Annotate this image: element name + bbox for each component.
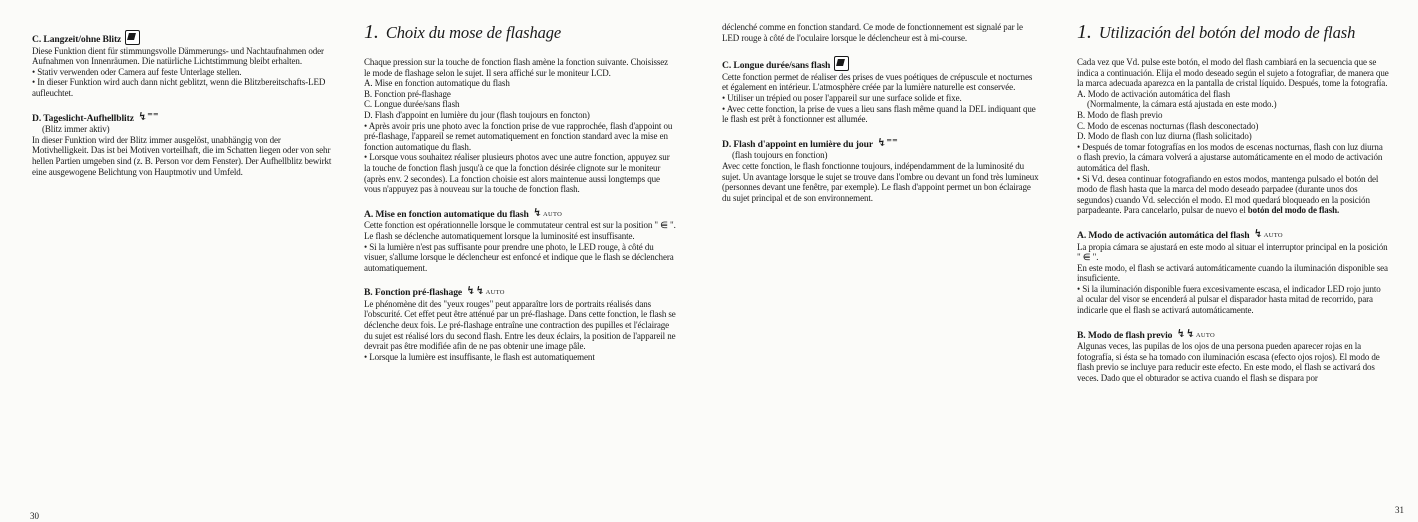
column-french-2 — [722, 22, 1040, 203]
bullet: • Si la iluminación disponible fuera excesivamente escasa, el indicador LED rojo junto al ocular del visor se encenderá al pulsar el disparador hasta mitad de recorrido, para indicarle que el flash se activará automáticamente. — [1077, 283, 1381, 316]
section-title-fr-b: B. Fonction pré-flashage ↯↯AUTO — [364, 285, 505, 299]
paragraph: Avec cette fonction, le flash fonctionne toujours, indépendamment de la luminosité du sujet. Un avantage lorsque le sujet se trouve dans l'ombre ou devant un fond très lumineux (personnes devant une fenêtre, par exemple). Le flash d'appoint permet un bon éclairage du sujet principal et de son environnement. — [722, 160, 1039, 203]
list-item: A. Modo de activación automática del flash — [1077, 88, 1230, 99]
paragraph: La propia cámara se ajustará en este modo al situar el interruptor principal en la posición " ⋹ ". — [1077, 241, 1388, 263]
paragraph: Algunas veces, las pupilas de los ojos de una persona pueden aparecer rojas en la fotografía, si ésta se ha tomado con iluminación escasa (efecto ojos rojos). El modo de flash previo se incluye para reducir este efecto. En este modo, el flash se activará dos veces. Dado que el obturador se activa cuando el flash se dispara por — [1077, 341, 1380, 384]
paragraph: déclenché comme en fonction standard. Ce mode de fonctionnement est signalé par le LED rouge à côté de l'oculaire lorsque le déclencheur est à mi-course. — [722, 22, 1023, 43]
paragraph: Chaque pression sur la touche de fonction flash amène la fonction suivante. Choisissez le mode de flashage selon le sujet. Il sera affiché sur le moniteur LCD. — [364, 57, 669, 78]
list-item: C. Modo de escenas nocturnas (flash desconectado) — [1077, 120, 1259, 131]
section-title-fr-a: A. Mise en fonction automatique du flash ↯AUTO — [364, 206, 563, 220]
night-flash-off-icon — [125, 30, 140, 45]
bullet: • Utiliser un trépied ou poser l'appareil sur une surface solide et fixe. — [722, 92, 962, 103]
auto-flash-icon: ↯AUTO — [532, 206, 563, 219]
night-flash-off-icon — [834, 56, 849, 71]
subtitle: (Blitz immer aktiv) — [42, 124, 110, 135]
fill-flash-icon: ↯⁼⁼ — [876, 136, 898, 149]
bullet: • Avec cette fonction, la prise de vues a lieu sans flash même quand la DEL indiquant que le flash est prêt à fonctionner est allumée. — [722, 103, 1036, 125]
preflash-icon: ↯↯AUTO — [1176, 327, 1215, 340]
section-title-es-a: A. Modo de activación automática del flash ↯AUTO — [1077, 227, 1283, 241]
column-spanish — [1077, 22, 1389, 384]
list-item: D. Modo de flash con luz diurna (flash solicitado) — [1077, 131, 1252, 142]
list-note: (Normalmente, la cámara está ajustada en este modo.) — [1087, 99, 1277, 110]
list-item: A. Mise en fonction automatique du flash — [364, 78, 510, 89]
bullet: • Lorsque la lumière est insuffisante, le flash est automatiquement — [364, 351, 595, 362]
subtitle: (flash toujours en fonction) — [732, 150, 828, 161]
column-german — [32, 30, 332, 177]
bullet: • Después de tomar fotografías en los modos de escenas nocturnas, flash con luz diurna o flash previo, la cámara volverá a ajustarse automáticamente en el modo de activación automática del flash. — [1077, 141, 1383, 173]
column-french-1 — [364, 22, 676, 362]
page-number-left: 30 — [30, 511, 39, 521]
list-item: D. Flash d'appoint en lumière du jour (flash toujours en foncton) — [364, 109, 590, 120]
bullet: • Si la lumière n'est pas suffisante pour prendre une photo, le LED rouge, à côté du visuer, s'allume lorsque le déclencheur est enfoncé et indique que le flash se déclenchera automatiquement. — [364, 241, 674, 273]
preflash-icon: ↯↯AUTO — [466, 285, 505, 298]
paragraph: Cada vez que Vd. pulse este botón, el modo del flash cambiará en la secuencia que se indica a continuación. Elija el modo deseado según el sujeto a fotografiar, de manera que la marca adecuada aparezca en la pantalla de cristal líquido. Después, tome la fotografía. — [1077, 57, 1389, 89]
list-item: B. Modo de flash previo — [1077, 109, 1163, 120]
paragraph: Le flash se déclenche automatiquement lorsque la luminosité est insuffisante. — [364, 230, 635, 241]
section-title-fr-d: D. Flash d'appoint en lumière du jour ↯⁼⁼ — [722, 136, 898, 150]
section-title-de-c: C. Langzeit/ohne Blitz — [32, 30, 332, 46]
bullet: • Si Vd. desea continuar fotografiando en estos modos, mantenga pulsado el botón del modo de flash hasta que la marca del modo deseado parpadee (durante unos dos segundos) cuando Vd. selección el modo. El mod quedará bloqueado en la posición parpadeante. Para cancelarlo, pulsar de nuevo el botón del modo de flash. — [1077, 173, 1379, 216]
page-title-es: 1. Utilización del botón del modo de flash — [1077, 21, 1356, 43]
section-title-fr-c: C. Longue durée/sans flash — [722, 56, 1040, 72]
bullet: • Stativ verwenden oder Camera auf feste Unterlage stellen. — [32, 66, 242, 77]
paragraph: Cette fonction permet de réaliser des prises de vues poétiques de crépuscule et nocturnes et également en intérieur. L'atmosphère créée par la lumière naturelle est conservée. — [722, 71, 1033, 93]
bullet: • Lorsque vous souhaitez réaliser plusieurs photos avec une autre fonction, appuyez sur la touche de fonction flash jusqu'à ce que la fonction désirée clignote sur le moniteur (après env. 2 secondes). La fonction choisie est alors maintenue aussi longtemps que vous n'appuyez pas à nouveau sur la touche de fonction flash. — [364, 152, 670, 195]
paragraph: In dieser Funktion wird der Blitz immer ausgelöst, unabhängig von der Motivhelligkeit. Das ist bei Motiven vorteilhaft, die im Schatten liegen oder von sehr hellen Partien umgeben sind (z. B. Person vor dem Fenster). Der Aufhellblitz bewirkt eine ausgewogene Belichtung von Hauptmotiv und Umfeld. — [32, 134, 332, 177]
paragraph: En este modo, el flash se activará automáticamente cuando la iluminación disponible sea insuficiente. — [1077, 262, 1388, 284]
auto-flash-icon: ↯AUTO — [1253, 227, 1283, 240]
page-title-fr: 1. Choix du mose de flashage — [364, 21, 562, 43]
list-item: B. Fonction pré-flashage — [364, 88, 451, 99]
section-title-es-b: B. Modo de flash previo ↯↯AUTO — [1077, 327, 1215, 341]
bullet: • Après avoir pris une photo avec la fonction prise de vue rapprochée, flash d'appoint ou pré-flashage, l'appareil se remet automatiquement en fonction standard avec la mise en fonction automatique du flash. — [364, 120, 673, 152]
section-title-de-d: D. Tageslicht-Aufhellblitz ↯⁼⁼ — [32, 110, 159, 124]
paragraph: Le phénomène dit des "yeux rouges" peut apparaître lors de portraits réalisés dans l'obscurité. Cet effet peut être atténué par un pré-flashage. Dans cette fonction, le flash se déclenche deux fois. Le pré-flashage entraîne une contraction des pupilles et l'éclairage du sujet est réalisé lors du second flash. Entre les deux éclairs, la position de l'appareil ne devrait pas être modifiée afin de ne pas obtenir une image pâle. — [364, 298, 676, 352]
list-item: C. Longue durée/sans flash — [364, 99, 460, 110]
paragraph: Diese Funktion dient für stimmungsvolle Dämmerungs- und Nachtaufnahmen oder Aufnahmen von Innenräumen. Die natürliche Lichtstimmung bleibt erhalten. — [32, 45, 324, 67]
paragraph: Cette fonction est opérationnelle lorsque le commutateur central est sur la position " ⋹ ". — [364, 220, 676, 231]
fill-flash-icon: ↯⁼⁼ — [137, 110, 159, 123]
bullet: • In dieser Funktion wird auch dann nicht geblitzt, wenn die Blitzbereitschafts-LED aufleuchtet. — [32, 77, 326, 98]
page-number-right: 31 — [1395, 505, 1404, 515]
